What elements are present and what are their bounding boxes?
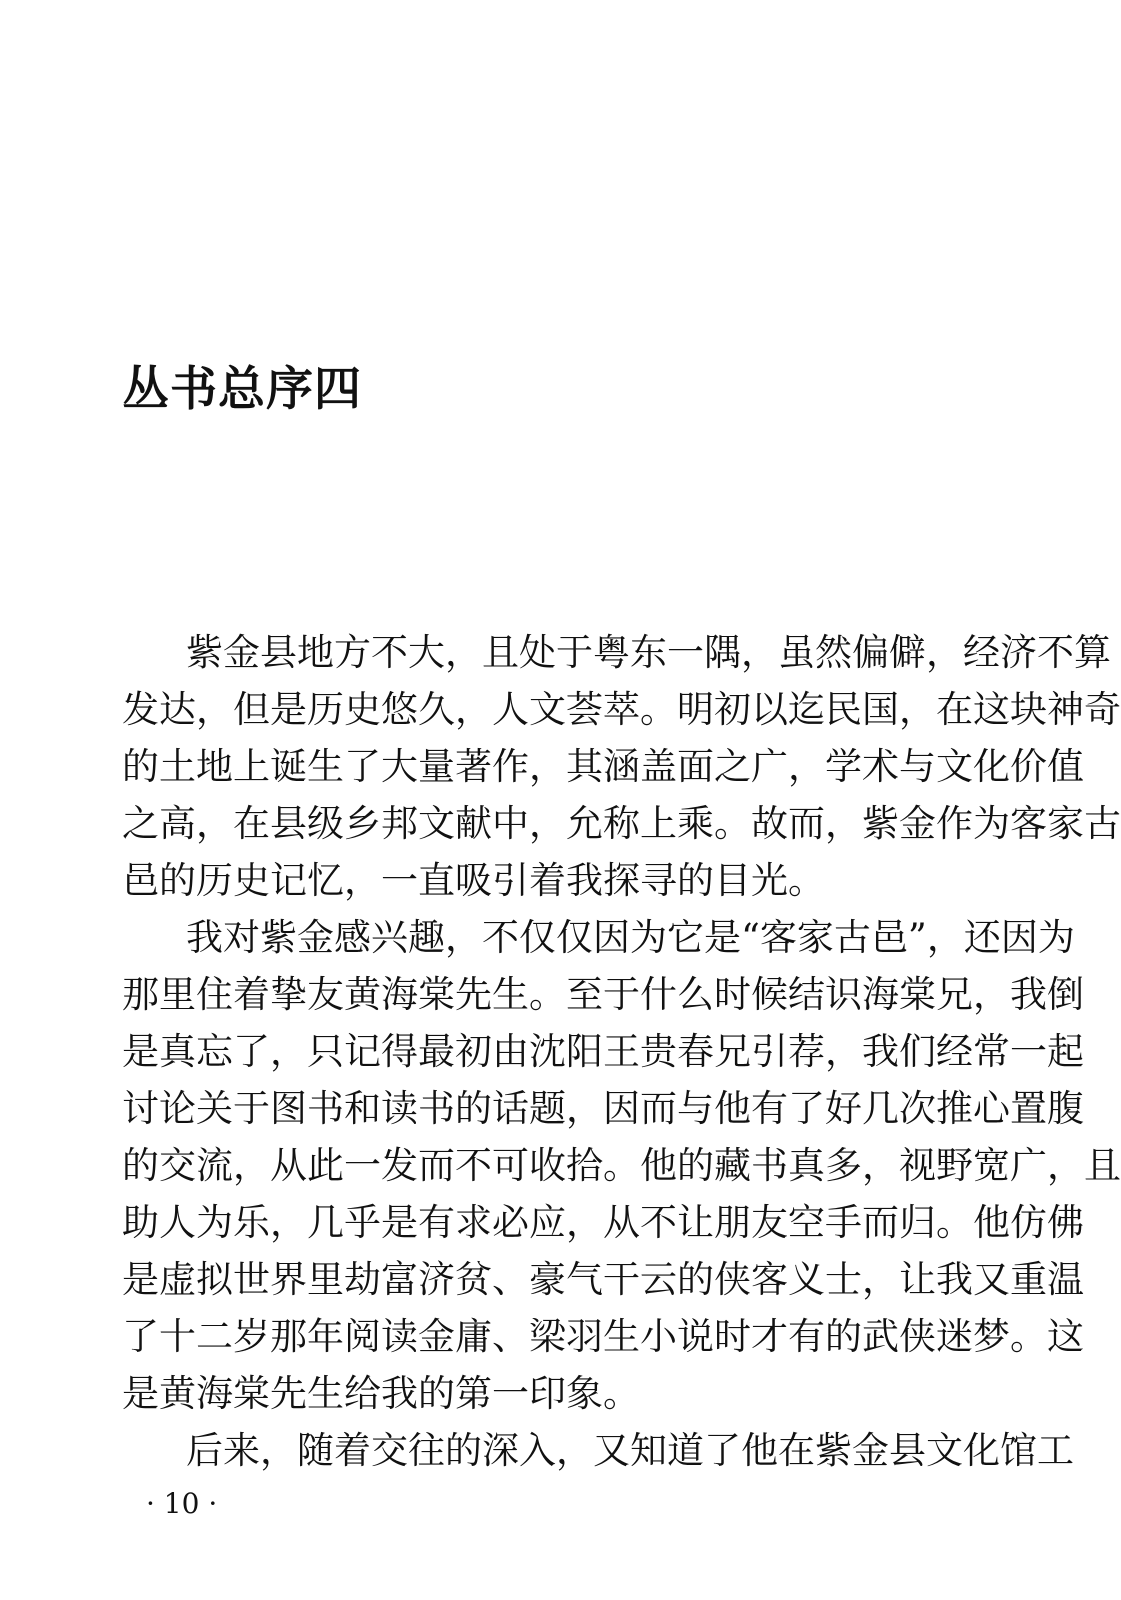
text-line: 的交流，从此一发而不可收拾。他的藏书真多，视野宽广，且 [122,1144,1121,1187]
text-line: 的土地上诞生了大量著作，其涵盖面之广，学术与文化价值 [122,745,1084,788]
text-line: 了十二岁那年阅读金庸、梁羽生小说时才有的武侠迷梦。这 [122,1315,1084,1358]
text-line: 助人为乐，几乎是有求必应，从不让朋友空手而归。他仿佛 [122,1201,1084,1244]
text-line: 邑的历史记忆，一直吸引着我探寻的目光。 [122,859,825,902]
text-line: 是虚拟世界里劫富济贫、豪气干云的侠客义士，让我又重温 [122,1258,1084,1301]
text-line: 紫金县地方不大，且处于粤东一隅，虽然偏僻，经济不算 [186,631,1111,674]
text-line: 那里住着挚友黄海棠先生。至于什么时候结识海棠兄，我倒 [122,973,1084,1016]
body-text [122,624,1121,1479]
text-line: 讨论关于图书和读书的话题，因而与他有了好几次推心置腹 [122,1087,1084,1130]
page-number: · 10 · [146,1487,218,1520]
text-line: 之高，在县级乡邦文献中，允称上乘。故而，紫金作为客家古 [122,802,1121,845]
text-line: 是黄海棠先生给我的第一印象。 [122,1372,640,1415]
page-title: 丛书总序四 [122,362,362,417]
text-line: 是真忘了，只记得最初由沈阳王贵春兄引荐，我们经常一起 [122,1030,1084,1073]
text-line: 我对紫金感兴趣，不仅仅因为它是“客家古邑”，还因为 [186,916,1075,959]
text-line: 后来，随着交往的深入，又知道了他在紫金县文化馆工 [186,1429,1074,1472]
text-line: 发达，但是历史悠久，人文荟萃。明初以迄民国，在这块神奇 [122,688,1121,731]
